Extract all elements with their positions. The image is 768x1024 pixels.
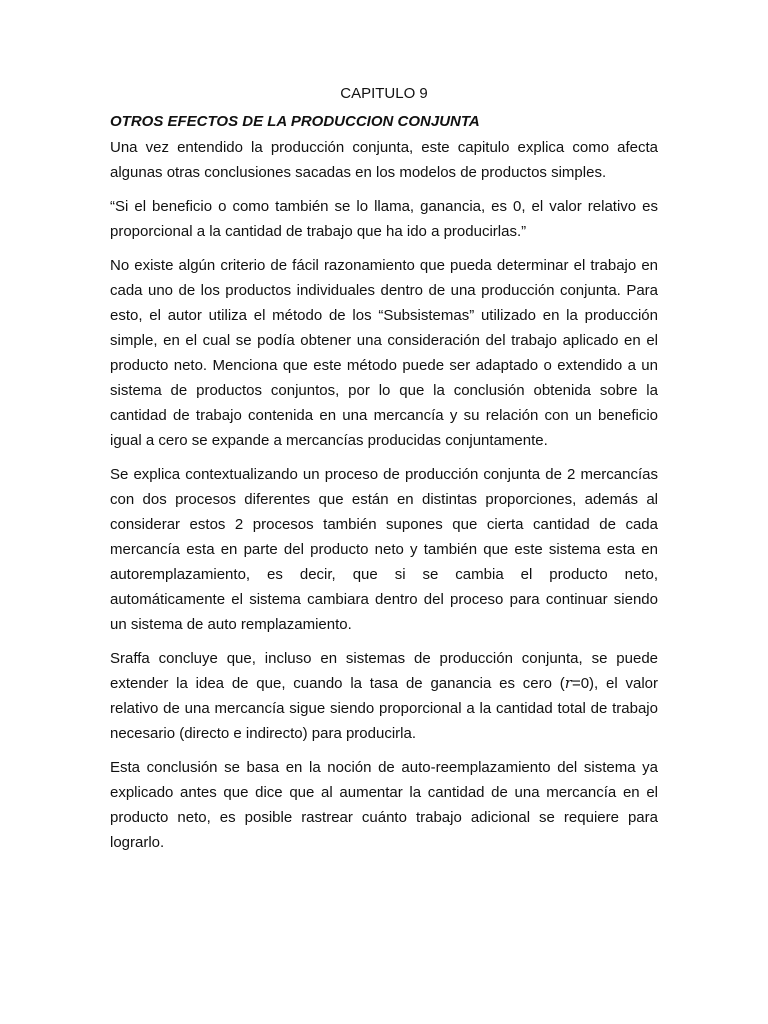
section-title: OTROS EFECTOS DE LA PRODUCCION CONJUNTA bbox=[110, 113, 480, 130]
paragraph-sraffa-text-before: Sraffa concluye que, incluso en sistemas de producción conjunta, se puede extender la idea de que, cuando la tasa de ganancia es cero ( bbox=[110, 650, 658, 692]
paragraph-intro: Una vez entendido la producción conjunta, este capitulo explica como afecta algunas otras conclusiones sacadas en los modelos de productos simples. bbox=[110, 139, 658, 181]
math-variable-r: r bbox=[564, 674, 572, 692]
paragraph-joint-process: Se explica contextualizando un proceso de producción conjunta de 2 mercancías con dos procesos diferentes que están en distintas proporciones, además al considerar estos 2 procesos también supones que cierta cantidad de cada mercancía esta en parte del producto neto y también que este sistema esta en autoremplazamiento, es decir, que si se cambia el producto neto, automáticamente el sistema cambiara dentro del proceso para continuar siendo un sistema de auto remplazamiento. bbox=[110, 466, 658, 633]
chapter-label: CAPITULO 9 bbox=[340, 85, 428, 102]
page-content bbox=[110, 82, 658, 864]
paragraph-sraffa-conclusion bbox=[110, 646, 658, 746]
paragraph-sraffa-text-after: =0), el valor relativo de una mercancía sigue siendo proporcional a la cantidad total de trabajo necesario (directo e indirecto) para producirla. bbox=[110, 675, 658, 742]
paragraph-subsystems: No existe algún criterio de fácil razonamiento que pueda determinar el trabajo en cada uno de los productos individuales dentro de una producción conjunta. Para esto, el autor utiliza el método de los “Subsistemas” utilizado en la producción simple, en el cual se podía obtener una consideración del trabajo aplicado en el producto neto. Menciona que este método puede ser adaptado o extendido a un sistema de productos conjuntos, por lo que la conclusión obtenida sobre la cantidad de trabajo contenida en una mercancía y su relación con un beneficio igual a cero se expande a mercancías producidas conjuntamente. bbox=[110, 257, 658, 449]
paragraph-quote: “Si el beneficio o como también se lo llama, ganancia, es 0, el valor relativo es proporcional a la cantidad de trabajo que ha ido a producirlas.” bbox=[110, 198, 658, 240]
paragraph-self-replacement: Esta conclusión se basa en la noción de auto-reemplazamiento del sistema ya explicado antes que dice que al aumentar la cantidad de una mercancía en el producto neto, es posible rastrear cuánto trabajo adicional se requiere para lograrlo. bbox=[110, 759, 658, 851]
